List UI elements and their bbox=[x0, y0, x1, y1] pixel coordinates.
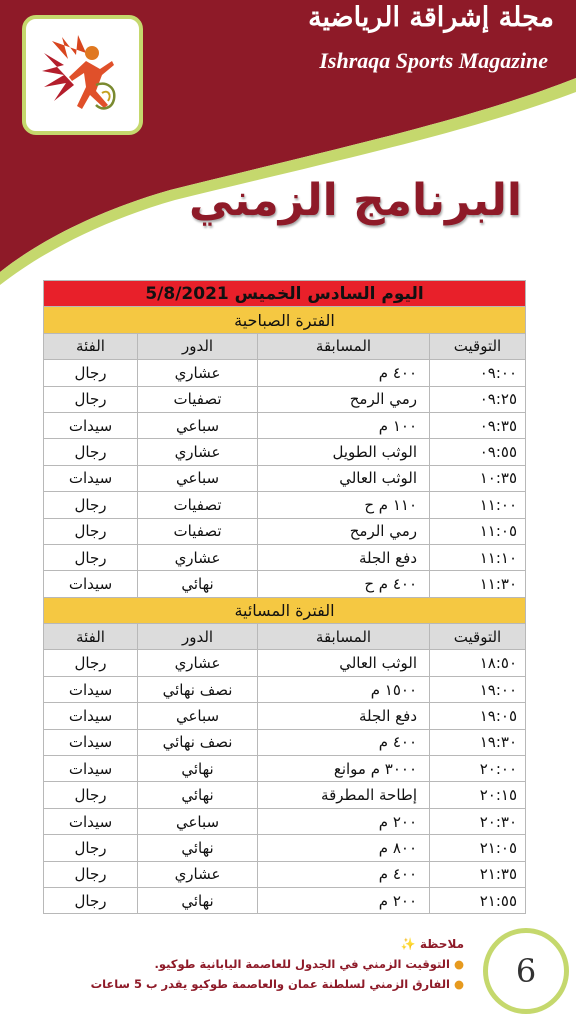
header-event: المسابقة bbox=[258, 624, 430, 650]
evening-period-label: الفترة المسائية bbox=[44, 597, 526, 623]
time-cell: ٠٩:٢٥ bbox=[430, 386, 526, 412]
table-row bbox=[44, 835, 526, 861]
event-cell: الوثب الطويل bbox=[258, 439, 430, 465]
event-cell: ٤٠٠ م bbox=[258, 729, 430, 755]
category-cell: رجال bbox=[44, 386, 138, 412]
event-cell: رمي الرمح bbox=[258, 518, 430, 544]
table-row bbox=[44, 782, 526, 808]
day-header-row bbox=[44, 281, 526, 307]
round-cell: نهائي bbox=[138, 756, 258, 782]
table-row bbox=[44, 756, 526, 782]
table-row bbox=[44, 650, 526, 676]
time-cell: ١١:٠٥ bbox=[430, 518, 526, 544]
round-cell: عشاري bbox=[138, 544, 258, 570]
event-cell: ٢٠٠ م bbox=[258, 808, 430, 834]
round-cell: نصف نهائي bbox=[138, 729, 258, 755]
time-cell: ٢٠:٣٠ bbox=[430, 808, 526, 834]
time-cell: ٢٠:٠٠ bbox=[430, 756, 526, 782]
magazine-title-arabic: مجلة إشراقة الرياضية bbox=[308, 2, 554, 33]
time-cell: ١٩:٣٠ bbox=[430, 729, 526, 755]
round-cell: نصف نهائي bbox=[138, 676, 258, 702]
magazine-title-english: Ishraqa Sports Magazine bbox=[319, 48, 548, 73]
event-cell: ٤٠٠ م bbox=[258, 861, 430, 887]
header-category: الفئة bbox=[44, 333, 138, 359]
table-row bbox=[44, 703, 526, 729]
bullet-icon: ● bbox=[453, 977, 464, 991]
sparkle-icon: ✨ bbox=[400, 937, 416, 951]
header-round: الدور bbox=[138, 624, 258, 650]
event-cell: ١٥٠٠ م bbox=[258, 676, 430, 702]
table-row bbox=[44, 412, 526, 438]
header-round: الدور bbox=[138, 333, 258, 359]
category-cell: رجال bbox=[44, 835, 138, 861]
table-row bbox=[44, 808, 526, 834]
table-row bbox=[44, 544, 526, 570]
category-cell: رجال bbox=[44, 887, 138, 913]
header-time: التوقيت bbox=[430, 624, 526, 650]
table-row bbox=[44, 676, 526, 702]
note-item: الفارق الزمني لسلطنة عمان والعاصمة طوكيو يقدر ب 5 ساعات bbox=[90, 977, 450, 991]
time-cell: ٠٩:٣٥ bbox=[430, 412, 526, 438]
time-cell: ١٨:٥٠ bbox=[430, 650, 526, 676]
column-header-row bbox=[44, 624, 526, 650]
event-cell: دفع الجلة bbox=[258, 703, 430, 729]
page-number-badge bbox=[483, 928, 569, 1014]
table-row bbox=[44, 518, 526, 544]
notes-section bbox=[91, 934, 464, 994]
event-cell: ١٠٠ م bbox=[258, 412, 430, 438]
table-row bbox=[44, 861, 526, 887]
category-cell: سيدات bbox=[44, 808, 138, 834]
table-row bbox=[44, 360, 526, 386]
event-cell: ٨٠٠ م bbox=[258, 835, 430, 861]
round-cell: تصفيات bbox=[138, 518, 258, 544]
round-cell: تصفيات bbox=[138, 492, 258, 518]
category-cell: سيدات bbox=[44, 676, 138, 702]
category-cell: سيدات bbox=[44, 571, 138, 597]
category-cell: رجال bbox=[44, 650, 138, 676]
round-cell: تصفيات bbox=[138, 386, 258, 412]
table-row bbox=[44, 465, 526, 491]
page-title: البرنامج الزمني bbox=[189, 175, 522, 226]
table-row bbox=[44, 729, 526, 755]
event-cell: ١١٠ م ح bbox=[258, 492, 430, 518]
event-cell: الوثب العالي bbox=[258, 465, 430, 491]
time-cell: ٠٩:٠٠ bbox=[430, 360, 526, 386]
magazine-logo bbox=[22, 15, 143, 135]
category-cell: رجال bbox=[44, 782, 138, 808]
time-cell: ٢٠:١٥ bbox=[430, 782, 526, 808]
note-item: التوقيت الزمني في الجدول للعاصمة اليابانية طوكيو. bbox=[154, 957, 450, 971]
round-cell: نهائي bbox=[138, 571, 258, 597]
category-cell: رجال bbox=[44, 439, 138, 465]
round-cell: نهائي bbox=[138, 887, 258, 913]
column-header-row bbox=[44, 333, 526, 359]
round-cell: عشاري bbox=[138, 439, 258, 465]
event-cell: ٤٠٠ م bbox=[258, 360, 430, 386]
round-cell: نهائي bbox=[138, 835, 258, 861]
event-cell: إطاحة المطرقة bbox=[258, 782, 430, 808]
time-cell: ١٩:٠٠ bbox=[430, 676, 526, 702]
table-row bbox=[44, 887, 526, 913]
day-label: اليوم السادس الخميس 5/8/2021 bbox=[44, 281, 526, 307]
category-cell: رجال bbox=[44, 360, 138, 386]
round-cell: سباعي bbox=[138, 703, 258, 729]
table-row bbox=[44, 386, 526, 412]
header-time: التوقيت bbox=[430, 333, 526, 359]
round-cell: عشاري bbox=[138, 360, 258, 386]
page-number: 6 bbox=[515, 952, 537, 990]
table-row bbox=[44, 492, 526, 518]
time-cell: ١١:٠٠ bbox=[430, 492, 526, 518]
category-cell: سيدات bbox=[44, 729, 138, 755]
table-row bbox=[44, 571, 526, 597]
time-cell: ١١:١٠ bbox=[430, 544, 526, 570]
category-cell: سيدات bbox=[44, 703, 138, 729]
category-cell: رجال bbox=[44, 861, 138, 887]
category-cell: سيدات bbox=[44, 412, 138, 438]
round-cell: نهائي bbox=[138, 782, 258, 808]
round-cell: سباعي bbox=[138, 465, 258, 491]
bullet-icon: ● bbox=[453, 957, 464, 971]
time-cell: ٢١:٠٥ bbox=[430, 835, 526, 861]
category-cell: سيدات bbox=[44, 465, 138, 491]
event-cell: ٤٠٠ م ح bbox=[258, 571, 430, 597]
time-cell: ٢١:٣٥ bbox=[430, 861, 526, 887]
category-cell: سيدات bbox=[44, 756, 138, 782]
event-cell: رمي الرمح bbox=[258, 386, 430, 412]
table-row bbox=[44, 439, 526, 465]
schedule-table bbox=[43, 280, 526, 914]
round-cell: سباعي bbox=[138, 808, 258, 834]
time-cell: ١١:٣٠ bbox=[430, 571, 526, 597]
runner-logo-icon bbox=[26, 19, 139, 131]
round-cell: عشاري bbox=[138, 861, 258, 887]
event-cell: ٢٠٠ م bbox=[258, 887, 430, 913]
time-cell: ١٩:٠٥ bbox=[430, 703, 526, 729]
event-cell: ٣٠٠٠ م موانع bbox=[258, 756, 430, 782]
round-cell: عشاري bbox=[138, 650, 258, 676]
event-cell: دفع الجلة bbox=[258, 544, 430, 570]
header-category: الفئة bbox=[44, 624, 138, 650]
category-cell: رجال bbox=[44, 492, 138, 518]
notes-heading: ملاحظة bbox=[419, 937, 464, 951]
time-cell: ١٠:٣٥ bbox=[430, 465, 526, 491]
morning-period-label: الفترة الصباحية bbox=[44, 307, 526, 333]
round-cell: سباعي bbox=[138, 412, 258, 438]
category-cell: رجال bbox=[44, 518, 138, 544]
category-cell: رجال bbox=[44, 544, 138, 570]
event-cell: الوثب العالي bbox=[258, 650, 430, 676]
time-cell: ٢١:٥٥ bbox=[430, 887, 526, 913]
time-cell: ٠٩:٥٥ bbox=[430, 439, 526, 465]
evening-period-header-row bbox=[44, 597, 526, 623]
header-event: المسابقة bbox=[258, 333, 430, 359]
morning-period-header-row bbox=[44, 307, 526, 333]
